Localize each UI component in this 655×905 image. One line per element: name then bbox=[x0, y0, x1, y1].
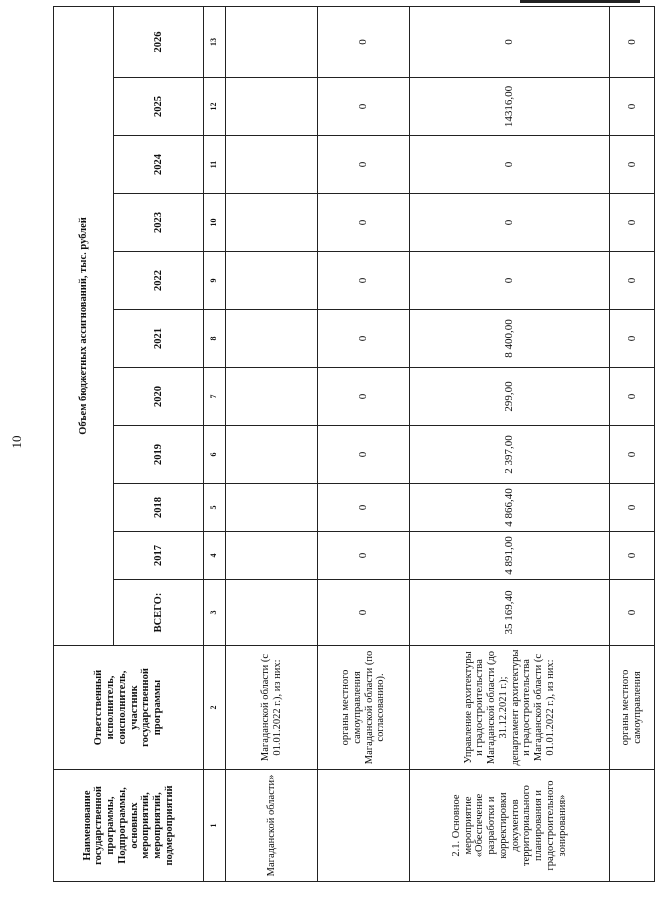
value-cell bbox=[226, 252, 318, 310]
value-cell: 0 bbox=[610, 484, 655, 532]
header-year: 2022 bbox=[114, 252, 204, 310]
value-cell: 0 bbox=[610, 78, 655, 136]
value-cell: 0 bbox=[610, 532, 655, 580]
value-cell: 0 bbox=[318, 532, 410, 580]
value-cell: 4 891,00 bbox=[410, 532, 610, 580]
value-cell bbox=[226, 310, 318, 368]
document-sheet bbox=[9, 7, 643, 882]
value-cell: 0 bbox=[610, 426, 655, 484]
page-number: 10 bbox=[9, 435, 24, 449]
header-year: 2021 bbox=[114, 310, 204, 368]
column-number: 12 bbox=[204, 78, 226, 136]
row-responsible: органы местного самоуправления bbox=[610, 646, 655, 770]
value-cell: 4 866,40 bbox=[410, 484, 610, 532]
value-cell: 0 bbox=[318, 252, 410, 310]
header-responsible-column: Ответственный исполнитель, соисполнитель, участник государственной программы bbox=[54, 646, 204, 770]
header-year: 2026 bbox=[114, 6, 204, 77]
value-cell: 0 bbox=[610, 252, 655, 310]
value-cell: 0 bbox=[610, 194, 655, 252]
column-number: 7 bbox=[204, 368, 226, 426]
value-cell bbox=[226, 426, 318, 484]
value-cell: 0 bbox=[318, 78, 410, 136]
budget-table bbox=[53, 6, 655, 882]
column-number: 1 bbox=[204, 770, 226, 882]
row-responsible: Магаданской области (с 01.01.2022 г.), из них: bbox=[226, 646, 318, 770]
value-cell: 0 bbox=[610, 580, 655, 646]
column-number: 10 bbox=[204, 194, 226, 252]
column-number: 5 bbox=[204, 484, 226, 532]
row-responsible: органы местного самоуправления Магаданской области (по согласованию). bbox=[318, 646, 410, 770]
value-cell: 0 bbox=[410, 6, 610, 77]
table-row bbox=[610, 6, 655, 881]
value-cell: 2 397,00 bbox=[410, 426, 610, 484]
row-responsible: Управление архитектуры и градостроительства Магаданской области (до 31.12.2021 г.); департамент архитектуры и градостроительства Магаданской области (с 01.01.2022 г.), из них: bbox=[410, 646, 610, 770]
value-cell: 0 bbox=[318, 136, 410, 194]
header-year: 2018 bbox=[114, 484, 204, 532]
top-edge-line bbox=[520, 0, 640, 3]
value-cell: 0 bbox=[318, 310, 410, 368]
value-cell bbox=[226, 136, 318, 194]
column-number: 13 bbox=[204, 6, 226, 77]
value-cell bbox=[226, 580, 318, 646]
value-cell: 0 bbox=[610, 310, 655, 368]
rotated-page-area bbox=[9, 7, 643, 882]
header-year: 2024 bbox=[114, 136, 204, 194]
column-number: 11 bbox=[204, 136, 226, 194]
value-cell: 0 bbox=[318, 6, 410, 77]
header-year: 2017 bbox=[114, 532, 204, 580]
header-year: 2025 bbox=[114, 78, 204, 136]
value-cell: 0 bbox=[318, 194, 410, 252]
column-number: 2 bbox=[204, 646, 226, 770]
value-cell bbox=[226, 6, 318, 77]
value-cell: 0 bbox=[410, 136, 610, 194]
row-name bbox=[610, 770, 655, 882]
row-name: 2.1. Основное мероприятие «Обеспечение разработки и корректировки документов территориального планирования и градостроительного зонирования» bbox=[410, 770, 610, 882]
column-number: 9 bbox=[204, 252, 226, 310]
value-cell: 0 bbox=[318, 580, 410, 646]
header-year: 2023 bbox=[114, 194, 204, 252]
table-row bbox=[226, 6, 318, 881]
header-year: 2019 bbox=[114, 426, 204, 484]
table-row bbox=[318, 6, 410, 881]
value-cell: 8 400,00 bbox=[410, 310, 610, 368]
column-number-row bbox=[204, 6, 226, 881]
value-cell: 35 169,40 bbox=[410, 580, 610, 646]
value-cell: 0 bbox=[318, 368, 410, 426]
value-cell bbox=[226, 368, 318, 426]
column-number: 4 bbox=[204, 532, 226, 580]
row-name bbox=[318, 770, 410, 882]
header-name-column: Наименование государственной программы, Подпрограммы, основных мероприятий, мероприятий, подмероприятий bbox=[54, 770, 204, 882]
table-row bbox=[410, 6, 610, 881]
value-cell: 0 bbox=[318, 426, 410, 484]
value-cell: 14316,00 bbox=[410, 78, 610, 136]
value-cell bbox=[226, 532, 318, 580]
column-number: 8 bbox=[204, 310, 226, 368]
row-name: Магаданской области» bbox=[226, 770, 318, 882]
value-cell: 0 bbox=[318, 484, 410, 532]
column-number: 6 bbox=[204, 426, 226, 484]
value-cell bbox=[226, 78, 318, 136]
header-year: ВСЕГО: bbox=[114, 580, 204, 646]
header-year: 2020 bbox=[114, 368, 204, 426]
value-cell: 299,00 bbox=[410, 368, 610, 426]
value-cell: 0 bbox=[610, 368, 655, 426]
header-row-group bbox=[54, 6, 114, 881]
value-cell: 0 bbox=[410, 252, 610, 310]
value-cell bbox=[226, 194, 318, 252]
header-amount-group: Объем бюджетных ассигнований, тыс. рублей bbox=[54, 6, 114, 645]
value-cell: 0 bbox=[610, 6, 655, 77]
column-number: 3 bbox=[204, 580, 226, 646]
value-cell bbox=[226, 484, 318, 532]
value-cell: 0 bbox=[610, 136, 655, 194]
value-cell: 0 bbox=[410, 194, 610, 252]
